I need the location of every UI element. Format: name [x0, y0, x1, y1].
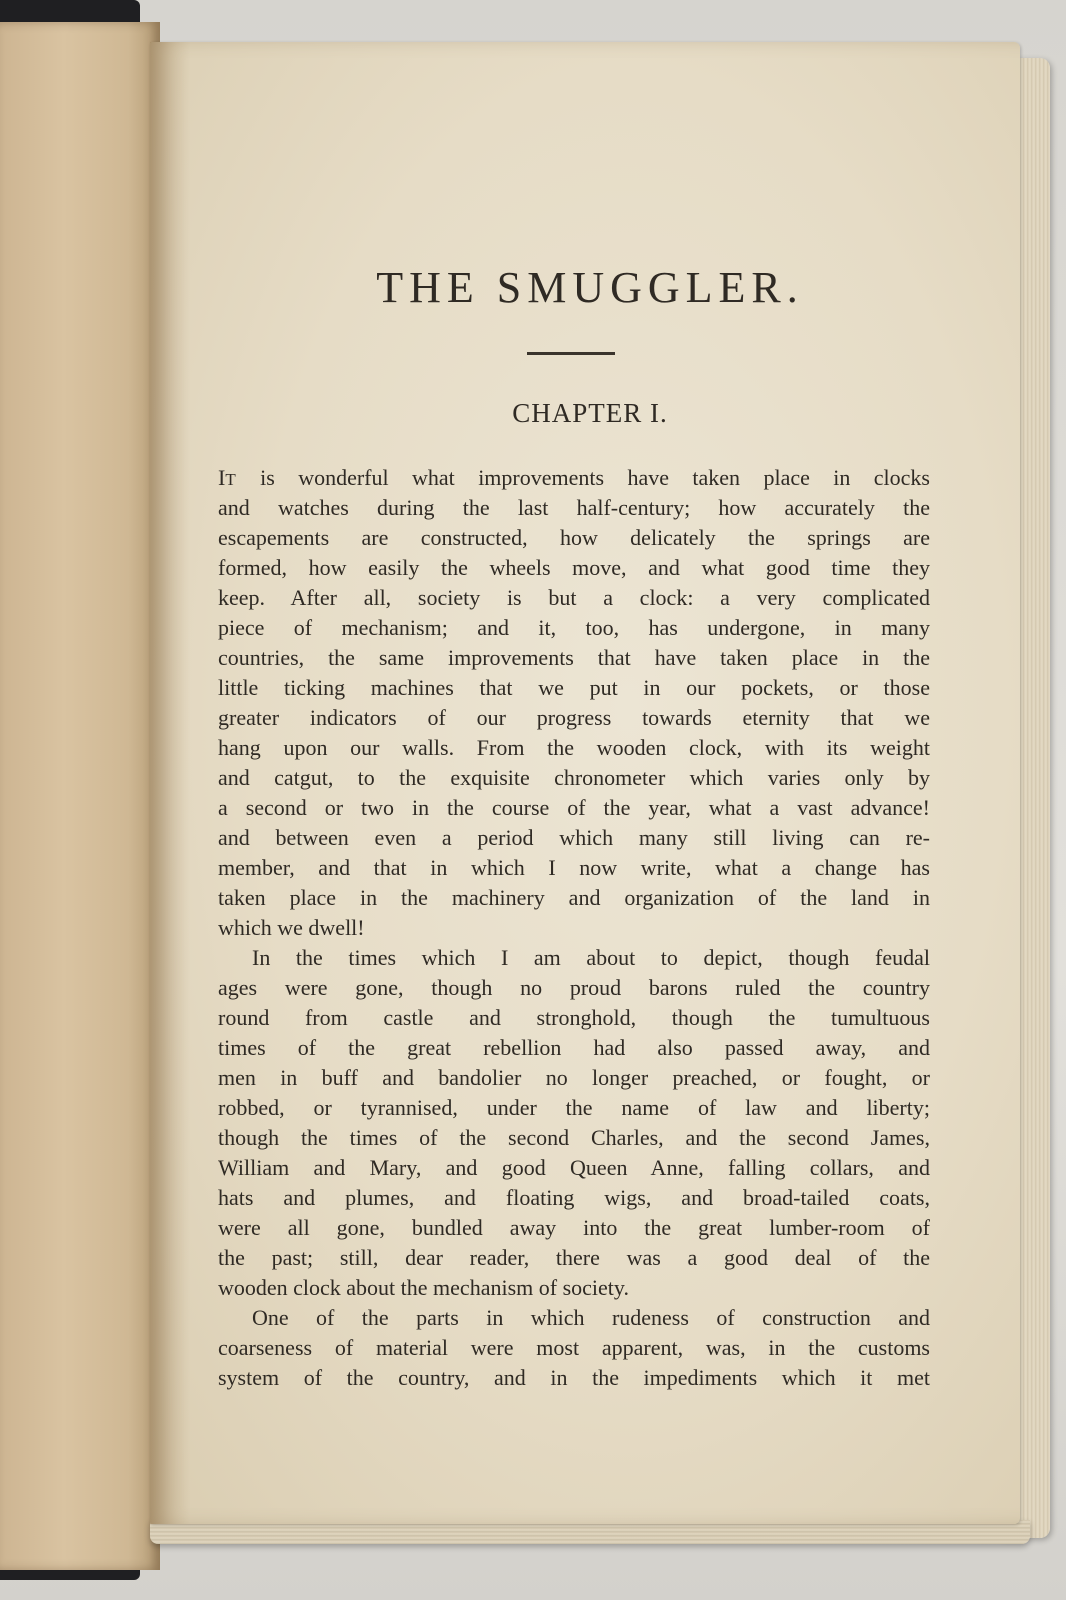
text-line: robbed, or tyrannised, under the name of law and liberty;: [218, 1095, 930, 1120]
left-flyleaf-page: [0, 22, 160, 1570]
text-line: the past; still, dear reader, there was a good deal of the: [218, 1245, 930, 1270]
text-line: round from castle and stronghold, though the tumultuous: [218, 1005, 930, 1030]
text-line: system of the country, and in the impediments which it met: [218, 1365, 930, 1390]
text-line: taken place in the machinery and organization of the land in: [218, 885, 930, 910]
text-line: a second or two in the course of the year, what a vast advance!: [218, 795, 930, 820]
book-title: THE SMUGGLER.: [376, 263, 804, 312]
text-line: men in buff and bandolier no longer preached, or fought, or: [218, 1065, 930, 1090]
text-line: ages were gone, though no proud barons ruled the country: [218, 975, 930, 1000]
text-line: One of the parts in which rudeness of construction and: [252, 1305, 930, 1330]
text-line: formed, how easily the wheels move, and what good time they: [218, 555, 930, 580]
text-line: In the times which I am about to depict, though feudal: [252, 945, 930, 970]
text-line: hats and plumes, and floating wigs, and broad-tailed coats,: [218, 1185, 930, 1210]
text-line: member, and that in which I now write, what a change has: [218, 855, 930, 880]
chapter-body: [218, 463, 930, 1393]
text-line: little ticking machines that we put in our pockets, or those: [218, 675, 930, 700]
text-line: and between even a period which many still living can re-: [218, 825, 930, 850]
text-line: piece of mechanism; and it, too, has undergone, in many: [218, 615, 930, 640]
text-line: coarseness of material were most apparent, was, in the customs: [218, 1335, 930, 1360]
text-line: escapements are constructed, how delicately the springs are: [218, 525, 930, 550]
title-rule: [527, 352, 615, 355]
text-line: times of the great rebellion had also passed away, and: [218, 1035, 930, 1060]
text-line: keep. After all, society is but a clock: a very complicated: [218, 585, 930, 610]
text-line: wooden clock about the mechanism of society.: [218, 1275, 629, 1300]
text-line: William and Mary, and good Queen Anne, falling collars, and: [218, 1155, 930, 1180]
text-line: greater indicators of our progress towards eternity that we: [218, 705, 930, 730]
text-line: and watches during the last half-century; how accurately the: [218, 495, 930, 520]
chapter-heading: CHAPTER I.: [512, 398, 668, 428]
text-line: IT is wonderful what improvements have taken place in clocks: [218, 465, 930, 490]
text-line: countries, the same improvements that have taken place in the: [218, 645, 930, 670]
text-line: which we dwell!: [218, 915, 365, 940]
text-line: hang upon our walls. From the wooden clock, with its weight: [218, 735, 930, 760]
text-line: though the times of the second Charles, and the second James,: [218, 1125, 930, 1150]
text-line: and catgut, to the exquisite chronometer which varies only by: [218, 765, 930, 790]
text-line: were all gone, bundled away into the great lumber-room of: [218, 1215, 930, 1240]
